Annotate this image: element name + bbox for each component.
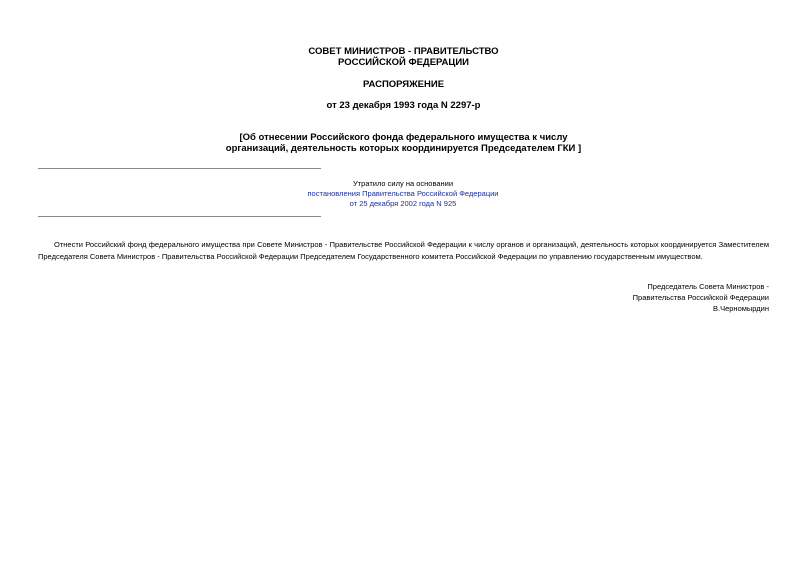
document-title-line-2: организаций, деятельность которых координируется Председателем ГКИ ] [225, 143, 582, 154]
document-type: РАСПОРЯЖЕНИЕ [362, 79, 445, 90]
signature-name: В.Черномырдин [713, 304, 769, 313]
divider-top [38, 168, 321, 169]
status-note-link-text-1[interactable]: постановления Правительства Российской Федерации [307, 189, 499, 198]
divider-bottom [38, 216, 321, 217]
status-note-link-text-2[interactable]: от 25 декабря 2002 года N 925 [349, 199, 457, 208]
authority-line-2: РОССИЙСКОЙ ФЕДЕРАЦИИ [337, 57, 469, 68]
body-paragraph: Отнести Российский фонд федерального имущества при Совете Министров - Правительстве Российской Федерации к числу органов и организаций, деятельность которых координируется Заместителем Председателя Совета Министров - Правительства Российской Федерации Председателем Государственного комитета Российской Федерации по управлению государственным имуществом. [38, 240, 769, 261]
document-title-line-1: [Об отнесении Российского фонда федерального имущества к числу [239, 132, 568, 143]
authority-line-1: СОВЕТ МИНИСТРОВ - ПРАВИТЕЛЬСТВО [308, 46, 499, 57]
status-note-text: Утратило силу на основании [352, 179, 454, 188]
status-note-link-1[interactable] [238, 189, 568, 199]
signature-position-1: Председатель Совета Министров - [647, 282, 769, 291]
document-date-number: от 23 декабря 1993 года N 2297-р [326, 100, 481, 111]
signature-position-2: Правительства Российской Федерации [632, 293, 769, 302]
status-note-link-2[interactable] [238, 199, 568, 209]
